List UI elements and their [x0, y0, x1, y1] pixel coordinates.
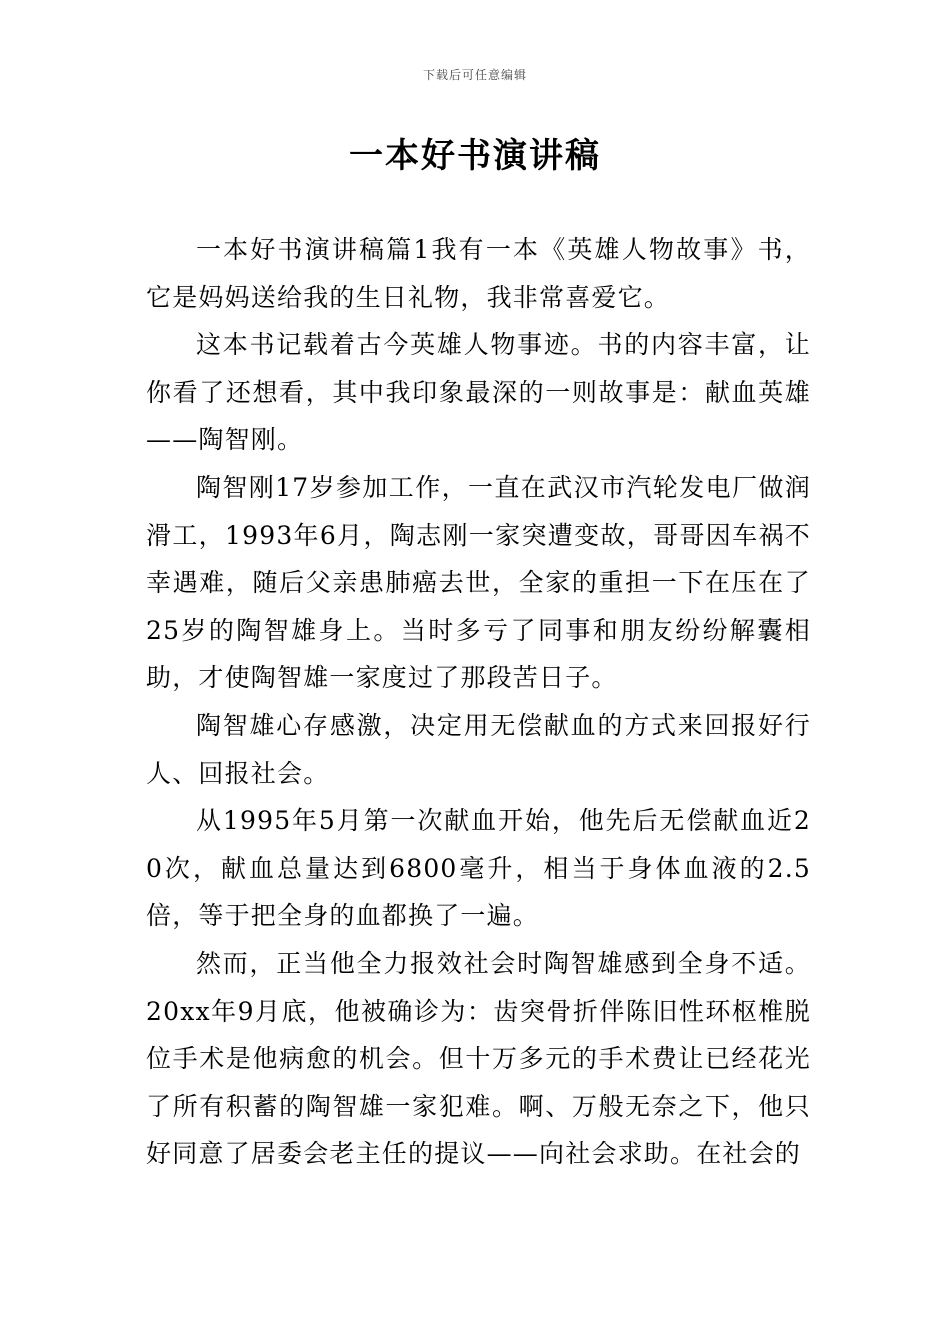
paragraph-5: 从1995年5月第一次献血开始，他先后无偿献血近20次，献血总量达到6800毫升，相当于身体血液的2.5倍，等于把全身的血都换了一遍。 [146, 806, 811, 931]
document-title: 一本好书演讲稿 [349, 136, 601, 176]
document-body [146, 226, 811, 1178]
paragraph-4: 陶智雄心存感激，决定用无偿献血的方式来回报好行人、回报社会。 [146, 710, 811, 788]
header-note: 下载后可任意编辑 [422, 68, 527, 82]
paragraph-3: 陶智刚17岁参加工作，一直在武汉市汽轮发电厂做润滑工，1993年6月，陶志刚一家突遭变故，哥哥因车祸不幸遇难，随后父亲患肺癌去世，全家的重担一下在压在了25岁的陶智雄身上。当时多亏了同事和朋友纷纷解囊相助，才使陶智雄一家度过了那段苦日子。 [146, 472, 811, 693]
paragraph-2: 这本书记载着古今英雄人物事迹。书的内容丰富，让你看了还想看，其中我印象最深的一则故事是：献血英雄——陶智刚。 [146, 330, 811, 455]
paragraph-1: 一本好书演讲稿篇1我有一本《英雄人物故事》书，它是妈妈送给我的生日礼物，我非常喜爱它。 [146, 235, 811, 312]
paragraph-6: 然而，正当他全力报效社会时陶智雄感到全身不适。20xx年9月底，他被确诊为：齿突骨折伴陈旧性环枢椎脱位手术是他病愈的机会。但十万多元的手术费让已经花光了所有积蓄的陶智雄一家犯难。啊、万般无奈之下，他只好同意了居委会老主任的提议——向社会求助。在社会的 [146, 948, 811, 1169]
